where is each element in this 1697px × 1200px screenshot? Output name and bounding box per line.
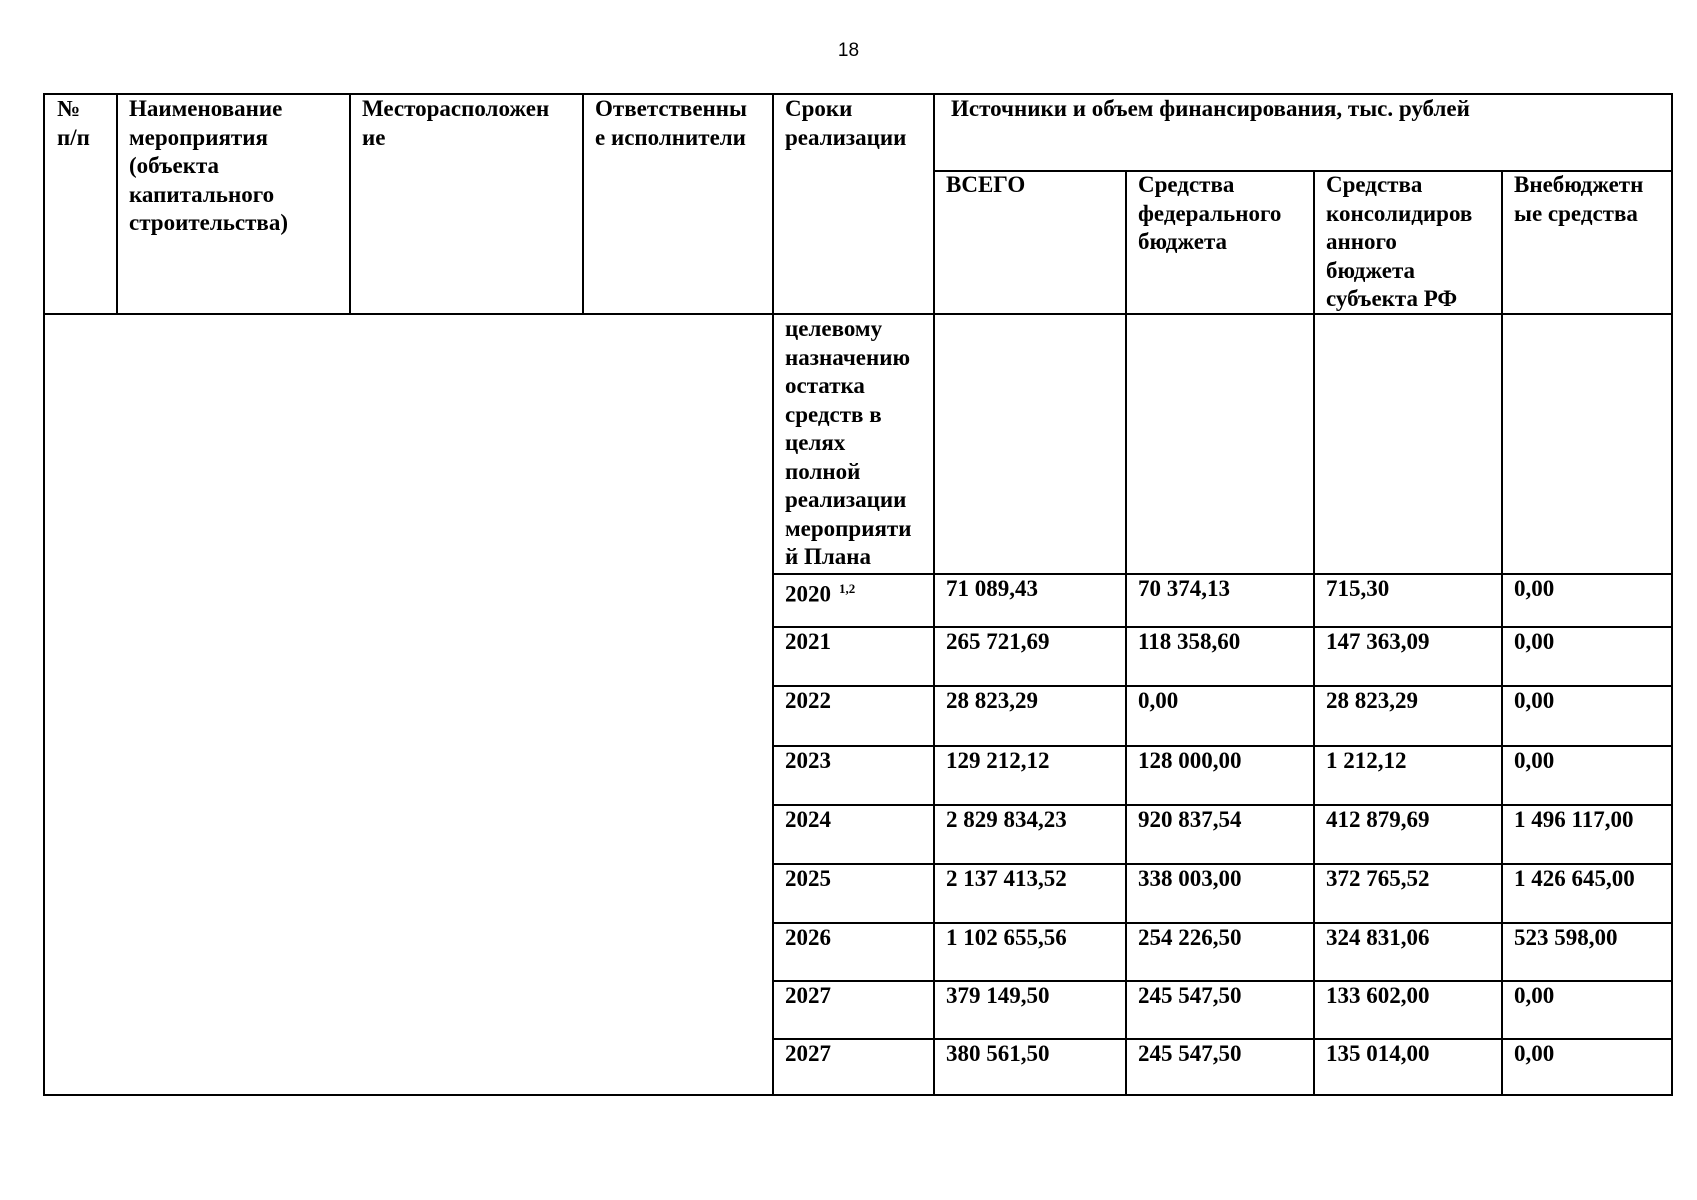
row-federal: 338 003,00 — [1138, 866, 1242, 891]
row-total: 2 137 413,52 — [946, 866, 1067, 891]
row-extrabudget: 0,00 — [1514, 629, 1555, 654]
header-name-line: мероприятия — [129, 124, 268, 150]
row-extrabudget: 0,00 — [1514, 983, 1555, 1008]
body-col-divider — [1313, 313, 1315, 1096]
body-col-divider — [933, 313, 935, 1096]
row-year: 2026 — [785, 925, 831, 950]
continuation-text-line: й Плана — [785, 544, 872, 569]
continuation-text-line: средств в — [785, 401, 882, 427]
row-year: 2021 — [785, 629, 831, 654]
row-extrabudget: 0,00 — [1514, 576, 1555, 601]
header-federal-line: федерального — [1138, 200, 1282, 226]
continuation-text-line: остатка — [785, 373, 865, 398]
body-col-divider — [1501, 313, 1503, 1096]
row-federal: 70 374,13 — [1138, 576, 1230, 601]
row-year: 2023 — [785, 748, 831, 773]
row-total: 1 102 655,56 — [946, 925, 1067, 950]
row-federal: 118 358,60 — [1138, 629, 1241, 654]
table-right-border — [1671, 93, 1673, 1096]
table-left-border — [43, 93, 45, 1096]
row-extrabudget: 0,00 — [1514, 688, 1555, 713]
header-period-line: реализации — [785, 124, 907, 150]
row-total: 28 823,29 — [946, 688, 1038, 713]
header-num-line: № — [57, 96, 81, 121]
row-footnote-mark: 1,2 — [839, 581, 856, 596]
header-col-divider — [116, 93, 118, 313]
row-federal: 245 547,50 — [1138, 1041, 1242, 1066]
row-year: 2024 — [785, 807, 831, 832]
header-col-divider — [772, 93, 774, 313]
header-consolidated-line: субъекта РФ — [1326, 286, 1458, 311]
row-year: 2025 — [785, 866, 831, 891]
header-consolidated-line: консолидиров — [1326, 200, 1473, 226]
header-extrabudget-line: ые средства — [1514, 200, 1638, 226]
row-federal: 920 837,54 — [1138, 807, 1242, 832]
header-extrabudget-line: Внебюджетн — [1514, 172, 1644, 197]
header-responsible-line: е исполнители — [595, 124, 746, 150]
row-year: 2022 — [785, 688, 831, 713]
header-total: ВСЕГО — [946, 172, 1026, 197]
row-total: 71 089,43 — [946, 576, 1038, 601]
row-extrabudget: 0,00 — [1514, 1041, 1555, 1066]
row-consolidated: 1 212,12 — [1326, 748, 1407, 773]
row-consolidated: 133 602,00 — [1326, 983, 1430, 1008]
subheader-col-divider — [1313, 170, 1315, 313]
header-financing: Источники и объем финансирования, тыс. рублей — [951, 96, 1470, 121]
continuation-text-line: полной — [785, 458, 861, 484]
header-period-line: Сроки — [785, 96, 853, 121]
row-federal: 254 226,50 — [1138, 925, 1242, 950]
page-number: 18 — [837, 40, 860, 61]
row-federal: 245 547,50 — [1138, 983, 1242, 1008]
header-responsible-line: Ответственны — [595, 96, 747, 121]
header-name-line: капитального — [129, 181, 275, 207]
subheader-col-divider — [1125, 170, 1127, 313]
row-consolidated: 324 831,06 — [1326, 925, 1430, 950]
header-federal-line: бюджета — [1138, 229, 1228, 254]
row-total: 129 212,12 — [946, 748, 1050, 773]
row-total: 265 721,69 — [946, 629, 1050, 654]
row-total: 2 829 834,23 — [946, 807, 1067, 832]
header-consolidated-line: бюджета — [1326, 257, 1416, 283]
body-col-divider — [772, 313, 774, 1096]
financing-table — [43, 93, 1673, 1096]
row-extrabudget: 1 426 645,00 — [1514, 866, 1635, 891]
row-federal: 128 000,00 — [1138, 748, 1242, 773]
table-bottom-border — [43, 1094, 1673, 1096]
row-year: 2020 $^{1,2}$ — [785, 581, 856, 607]
header-col-divider — [349, 93, 351, 313]
row-extrabudget: 1 496 117,00 — [1514, 807, 1634, 832]
continuation-text-line: мероприяти — [785, 515, 912, 541]
row-consolidated: 147 363,09 — [1326, 629, 1430, 654]
row-total: 380 561,50 — [946, 1041, 1050, 1066]
header-col-divider — [933, 93, 935, 313]
continuation-text-line: реализации — [785, 487, 907, 512]
header-location-line: ие — [362, 124, 386, 150]
header-name-line: (объекта — [129, 153, 220, 178]
continuation-text-line: назначению — [785, 344, 911, 370]
header-name-line: строительства) — [129, 210, 288, 235]
row-year: 2027 — [785, 983, 831, 1008]
row-total: 379 149,50 — [946, 983, 1050, 1008]
row-consolidated: 715,30 — [1326, 576, 1390, 601]
header-federal-line: Средства — [1138, 172, 1235, 197]
header-col-divider — [582, 93, 584, 313]
row-federal: 0,00 — [1138, 688, 1179, 713]
subheader-col-divider — [1501, 170, 1503, 313]
row-consolidated: 412 879,69 — [1326, 807, 1430, 832]
header-num-line: п/п — [57, 124, 90, 150]
header-consolidated-line: анного — [1326, 229, 1397, 254]
continuation-text-line: целевому — [785, 316, 883, 341]
header-location-line: Месторасположен — [362, 96, 550, 121]
row-extrabudget: 523 598,00 — [1514, 925, 1618, 950]
header-consolidated-line: Средства — [1326, 172, 1423, 197]
row-extrabudget: 0,00 — [1514, 748, 1555, 773]
row-year: 2027 — [785, 1041, 831, 1066]
continuation-text-line: целях — [785, 430, 846, 455]
row-consolidated: 28 823,29 — [1326, 688, 1418, 713]
header-name-line: Наименование — [129, 96, 283, 121]
row-consolidated: 135 014,00 — [1326, 1041, 1430, 1066]
body-col-divider — [1125, 313, 1127, 1096]
row-consolidated: 372 765,52 — [1326, 866, 1430, 891]
